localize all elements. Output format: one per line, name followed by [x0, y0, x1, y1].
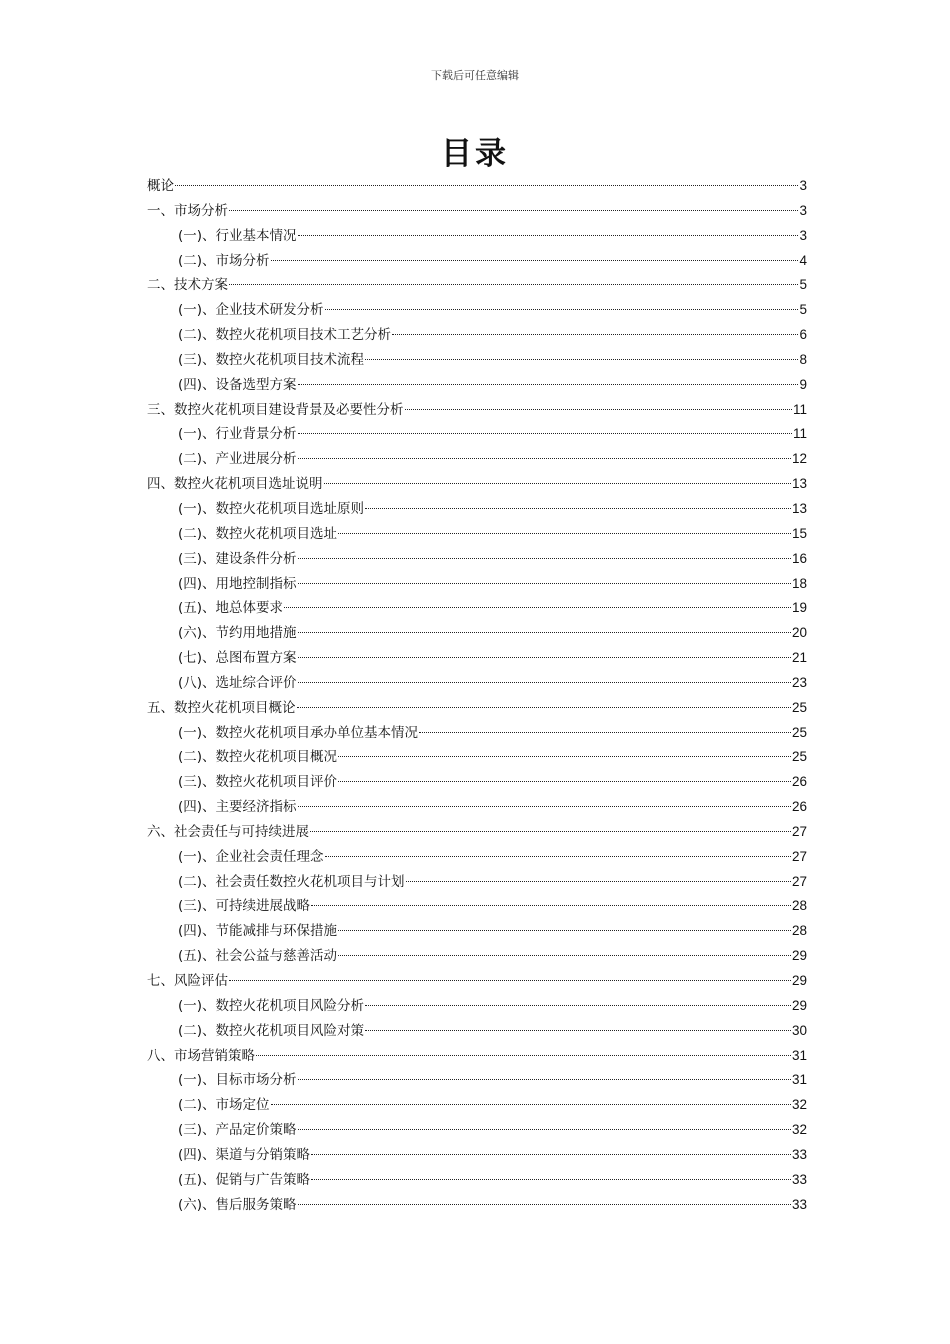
toc-entry[interactable] — [147, 969, 807, 994]
toc-entry[interactable] — [147, 572, 807, 597]
toc-entry-page-number: 29 — [791, 997, 807, 1013]
toc-entry-label: 二、技术方案 — [147, 277, 228, 294]
dot-leader — [324, 483, 791, 484]
dot-leader — [365, 1005, 791, 1006]
dot-leader — [338, 756, 791, 757]
dot-leader — [298, 806, 791, 807]
toc-entry-page-number: 5 — [799, 277, 807, 293]
toc-entry-page-number: 20 — [791, 625, 807, 641]
toc-entry-page-number: 32 — [791, 1122, 807, 1138]
toc-entry-label: (四)、主要经济指标 — [178, 799, 297, 816]
dot-leader — [365, 1030, 791, 1031]
toc-entry-page-number: 11 — [792, 401, 807, 417]
dot-leader — [311, 1154, 791, 1155]
toc-entry-page-number: 28 — [791, 923, 807, 939]
toc-entry-page-number: 29 — [791, 948, 807, 964]
toc-entry-label: (一)、数控火花机项目承办单位基本情况 — [178, 724, 419, 741]
dot-leader — [392, 334, 798, 335]
toc-entry-label: (三)、建设条件分析 — [178, 550, 297, 567]
toc-entry[interactable] — [147, 870, 807, 895]
dot-leader — [405, 409, 792, 410]
toc-entry-page-number: 23 — [791, 674, 807, 690]
toc-entry[interactable] — [147, 224, 807, 249]
toc-entry-label: (一)、行业基本情况 — [178, 227, 297, 244]
dot-leader — [298, 384, 799, 385]
dot-leader — [311, 905, 791, 906]
toc-entry-label: 五、数控火花机项目概论 — [147, 699, 296, 716]
toc-entry[interactable] — [147, 994, 807, 1019]
toc-entry-page-number: 26 — [791, 799, 807, 815]
toc-entry-label: (二)、市场定位 — [178, 1097, 270, 1114]
dot-leader — [256, 1055, 791, 1056]
toc-entry[interactable] — [147, 1093, 807, 1118]
toc-entry[interactable] — [147, 646, 807, 671]
toc-entry[interactable] — [147, 1118, 807, 1143]
toc-entry[interactable] — [147, 472, 807, 497]
dot-leader — [338, 533, 791, 534]
toc-entry-label: (二)、社会责任数控火花机项目与计划 — [178, 873, 405, 890]
toc-entry-page-number: 3 — [799, 227, 807, 243]
toc-entry[interactable] — [147, 1068, 807, 1093]
toc-entry[interactable] — [147, 273, 807, 298]
toc-entry-page-number: 18 — [791, 575, 807, 591]
toc-entry-page-number: 3 — [799, 178, 807, 193]
dot-leader — [229, 210, 798, 211]
toc-entry-page-number: 31 — [791, 1072, 807, 1088]
toc-entry[interactable] — [147, 1143, 807, 1168]
toc-entry[interactable] — [147, 373, 807, 398]
toc-entry[interactable] — [147, 621, 807, 646]
toc-entry-label: 四、数控火花机项目选址说明 — [147, 476, 323, 493]
toc-entry-page-number: 13 — [791, 476, 807, 492]
toc-entry[interactable] — [147, 770, 807, 795]
toc-entry-label: (一)、数控火花机项目风险分析 — [178, 997, 365, 1014]
toc-entry-label: (三)、产品定价策略 — [178, 1122, 297, 1139]
dot-leader — [297, 707, 791, 708]
toc-entry-label: (二)、数控火花机项目选址 — [178, 525, 338, 542]
toc-entry-page-number: 4 — [799, 252, 807, 268]
toc-entry-label: (四)、节能减排与环保措施 — [178, 923, 338, 940]
toc-entry[interactable] — [147, 249, 807, 274]
toc-entry[interactable] — [147, 696, 807, 721]
dot-leader — [338, 781, 791, 782]
toc-entry[interactable] — [147, 919, 807, 944]
dot-leader — [284, 607, 791, 608]
toc-entry-page-number: 25 — [791, 699, 807, 715]
toc-entry-label: (二)、数控火花机项目概况 — [178, 749, 338, 766]
toc-entry-page-number: 27 — [791, 848, 807, 864]
toc-entry-page-number: 21 — [791, 650, 807, 666]
toc-entry-page-number: 25 — [791, 724, 807, 740]
toc-entry-label: (五)、社会公益与慈善活动 — [178, 948, 338, 965]
toc-entry-page-number: 31 — [791, 1047, 807, 1063]
dot-leader — [310, 831, 791, 832]
toc-entry[interactable] — [147, 820, 807, 845]
toc-entry[interactable] — [147, 422, 807, 447]
toc-entry-page-number: 28 — [791, 898, 807, 914]
toc-entry[interactable] — [147, 398, 807, 423]
toc-entry-page-number: 30 — [791, 1022, 807, 1038]
toc-entry-page-number: 29 — [791, 973, 807, 988]
toc-entry[interactable] — [147, 1168, 807, 1193]
toc-entry-page-number: 6 — [799, 327, 807, 343]
toc-entry-label: (一)、目标市场分析 — [178, 1072, 297, 1089]
toc-entry[interactable] — [147, 1019, 807, 1044]
toc-entry[interactable] — [147, 845, 807, 870]
toc-entry[interactable] — [147, 894, 807, 919]
dot-leader — [298, 657, 791, 658]
dot-leader — [338, 955, 791, 956]
toc-entry[interactable] — [147, 199, 807, 224]
toc-entry-label: (六)、售后服务策略 — [178, 1196, 297, 1213]
page-title: 目录 — [441, 136, 509, 172]
toc-entry-label: (三)、数控火花机项目评价 — [178, 774, 338, 791]
toc-entry-page-number: 25 — [791, 749, 807, 765]
toc-entry-label: (一)、企业技术研发分析 — [178, 302, 324, 319]
toc-entry-label: (二)、数控火花机项目风险对策 — [178, 1022, 365, 1039]
toc-entry-label: (四)、用地控制指标 — [178, 575, 297, 592]
toc-entry-label: 三、数控火花机项目建设背景及必要性分析 — [147, 401, 404, 418]
toc-entry[interactable] — [147, 671, 807, 696]
toc-entry-label: (八)、选址综合评价 — [178, 674, 297, 691]
dot-leader — [338, 930, 791, 931]
toc-entry-page-number: 5 — [799, 302, 807, 318]
toc-entry-page-number: 33 — [791, 1196, 807, 1212]
dot-leader — [298, 1079, 791, 1080]
toc-entry[interactable] — [147, 745, 807, 770]
toc-entry[interactable] — [147, 596, 807, 621]
dot-leader — [298, 235, 799, 236]
dot-leader — [175, 185, 798, 186]
toc-entry[interactable] — [147, 1044, 807, 1069]
toc-entry-page-number: 3 — [799, 202, 807, 218]
toc-entry[interactable] — [147, 721, 807, 746]
toc-entry-page-number: 16 — [791, 550, 807, 566]
toc-entry-label: (一)、企业社会责任理念 — [178, 848, 324, 865]
toc-entry[interactable] — [147, 348, 807, 373]
toc-entry-label: (三)、数控火花机项目技术流程 — [178, 351, 365, 368]
dot-leader — [298, 458, 791, 459]
toc-entry-label: 六、社会责任与可持续进展 — [147, 823, 309, 840]
dot-leader — [311, 1179, 791, 1180]
dot-leader — [298, 433, 792, 434]
dot-leader — [298, 632, 791, 633]
dot-leader — [298, 583, 791, 584]
dot-leader — [271, 1104, 791, 1105]
dot-leader — [325, 856, 791, 857]
dot-leader — [298, 558, 791, 559]
toc-entry-label: (二)、产业进展分析 — [178, 451, 297, 468]
toc-entry[interactable] — [147, 547, 807, 572]
toc-entry-label: (三)、可持续进展战略 — [178, 898, 311, 915]
toc-entry[interactable] — [147, 1193, 807, 1218]
toc-entry[interactable] — [147, 174, 807, 199]
toc-entry-label: 概论 — [147, 178, 174, 194]
toc-entry-page-number: 26 — [791, 774, 807, 790]
toc-entry-label: (二)、市场分析 — [178, 252, 270, 269]
toc-entry-label: (七)、总图布置方案 — [178, 650, 297, 667]
dot-leader — [298, 682, 791, 683]
toc-entry[interactable] — [147, 944, 807, 969]
toc-entry-page-number: 12 — [791, 451, 807, 467]
toc-entry-label: (五)、促销与广告策略 — [178, 1171, 311, 1188]
toc-entry-label: (一)、行业背景分析 — [178, 426, 297, 443]
dot-leader — [365, 508, 791, 509]
toc-entry[interactable] — [147, 323, 807, 348]
toc-entry-label: (一)、数控火花机项目选址原则 — [178, 500, 365, 517]
toc-entry-label: (六)、节约用地措施 — [178, 625, 297, 642]
dot-leader — [419, 732, 791, 733]
toc-entry-page-number: 19 — [791, 600, 807, 616]
toc-entry[interactable] — [147, 447, 807, 472]
toc-entry-page-number: 33 — [791, 1146, 807, 1162]
toc-entry-page-number: 15 — [791, 525, 807, 541]
toc-entry[interactable] — [147, 795, 807, 820]
toc-entry-page-number: 32 — [791, 1097, 807, 1113]
toc-entry-label: 八、市场营销策略 — [147, 1047, 255, 1064]
toc-entry-page-number: 8 — [799, 351, 807, 367]
dot-leader — [298, 1129, 791, 1130]
toc-entry-label: (五)、地总体要求 — [178, 600, 284, 617]
header-note: 下载后可任意编辑 — [431, 69, 519, 82]
toc-entry-page-number: 9 — [799, 376, 807, 392]
toc-entry-label: 七、风险评估 — [147, 973, 228, 989]
toc-entry-label: (四)、渠道与分销策略 — [178, 1146, 311, 1163]
toc-entry-label: 一、市场分析 — [147, 202, 228, 219]
toc-entry[interactable] — [147, 497, 807, 522]
dot-leader — [298, 1204, 791, 1205]
toc-entry-page-number: 33 — [791, 1171, 807, 1187]
dot-leader — [271, 260, 799, 261]
toc-entry-page-number: 27 — [791, 873, 807, 889]
toc-entry-label: (四)、设备选型方案 — [178, 376, 297, 393]
dot-leader — [406, 881, 791, 882]
toc-entry[interactable] — [147, 522, 807, 547]
dot-leader — [325, 309, 799, 310]
dot-leader — [229, 284, 798, 285]
toc-entry-page-number: 27 — [791, 823, 807, 839]
toc-entry-page-number: 13 — [791, 500, 807, 516]
table-of-contents — [147, 174, 807, 1217]
dot-leader — [229, 980, 791, 981]
toc-entry-label: (二)、数控火花机项目技术工艺分析 — [178, 327, 392, 344]
dot-leader — [365, 359, 798, 360]
toc-entry-page-number: 11 — [792, 426, 807, 442]
toc-entry[interactable] — [147, 298, 807, 323]
